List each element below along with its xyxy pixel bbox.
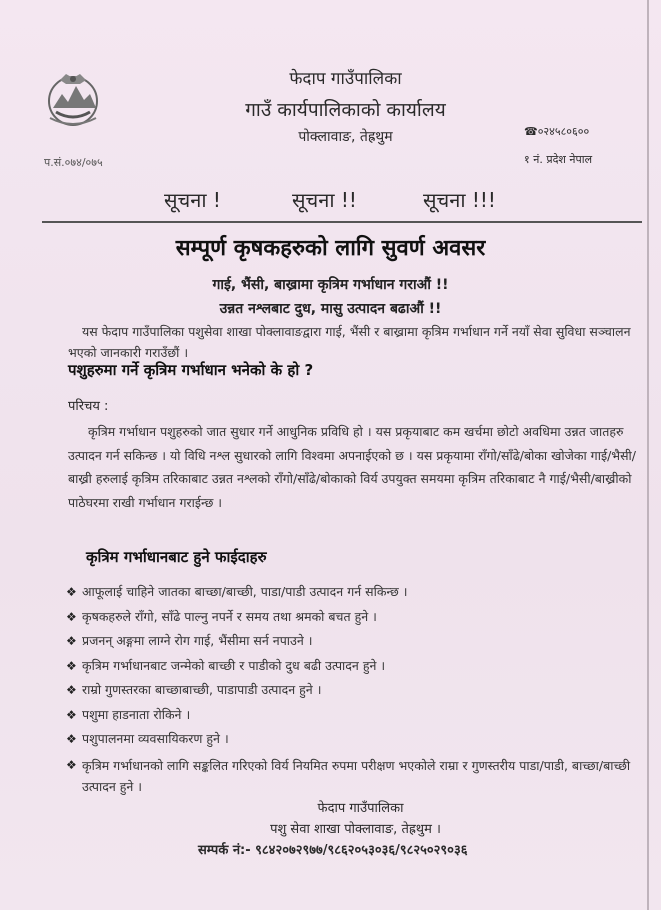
headline: सम्पूर्ण कृषकहरुको लागि सुवर्ण अवसर bbox=[175, 236, 486, 261]
contact-numbers: सम्पर्क नं:- ९८४२०७२९७७/९८६२०५३०३६/९८२५०२९०३६ bbox=[198, 843, 468, 858]
list-item: ❖ पशुमा हाडनाता रोकिने । bbox=[66, 706, 191, 722]
signature-municipality: फेदाप गाउँपालिका bbox=[317, 801, 404, 816]
diamond-bullet-icon: ❖ bbox=[66, 634, 77, 648]
office-name: गाउँ कार्यपालिकाको कार्यालय bbox=[245, 99, 446, 121]
introduction-label: परिचय : bbox=[68, 399, 109, 414]
office-address: पोक्लावाङ, तेह्रथुम bbox=[298, 129, 393, 145]
list-item: ❖ पशुपालनमा व्यवसायिकरण हुने । bbox=[66, 731, 229, 746]
list-item: ❖ आफूलाई चाहिने जातका बाच्छा/बाच्छी, पाडा/पाडी उत्पादन गर्न सकिन्छ । bbox=[66, 584, 408, 599]
list-item: ❖ कृत्रिम गर्भाधानबाट जन्मेको बाच्छी र पाडीको दुध बढी उत्पादन हुने । bbox=[66, 657, 386, 673]
diamond-bullet-icon: ❖ bbox=[66, 609, 77, 624]
divider bbox=[42, 221, 642, 223]
reference-number: प.सं.०७४/०७५ bbox=[44, 156, 103, 169]
benefits-heading: कृत्रिम गर्भाधानबाट हुने फाईदाहरु bbox=[86, 548, 267, 566]
diamond-bullet-icon: ❖ bbox=[66, 585, 77, 599]
notice-label-3: सूचना !!! bbox=[423, 188, 496, 212]
benefits-list bbox=[66, 583, 652, 803]
signature-branch: पशु सेवा शाखा पोक्लावाङ, तेह्रथुम । bbox=[270, 822, 441, 837]
question-heading: पशुहरुमा गर्ने कृत्रिम गर्भाधान भनेको के हो ? bbox=[68, 361, 314, 379]
province-label: १ नं. प्रदेश नेपाल bbox=[524, 153, 593, 166]
notice-row bbox=[0, 186, 661, 216]
notice-label-2: सूचना !! bbox=[292, 188, 357, 212]
diamond-bullet-icon: ❖ bbox=[66, 658, 77, 673]
subheadline-2: उन्नत नश्लबाट दुध, मासु उत्पादन बढाऔं !! bbox=[219, 301, 442, 317]
list-item: ❖ प्रजनन् अङ्गमा लाग्ने रोग गाई, भैंसीमा सर्न नपाउने । bbox=[66, 633, 313, 648]
list-item: ❖ कृत्रिम गर्भाधानको लागि सङ्कलित गरिएको विर्य नियमित रुपमा परीक्षण भएकोले राम्रा र गुणस्तरीय पाडा/पाडी, बाच्छा/बाच्छी उत्पादन हुने । bbox=[66, 755, 652, 797]
list-item: ❖ कृषकहरुले राँगो, साँढे पाल्नु नपर्ने र समय तथा श्रमको बचत हुने । bbox=[66, 608, 377, 624]
body-paragraph: कृत्रिम गर्भाधान पशुहरुको जात सुधार गर्ने आधुनिक प्रविधि हो । यस प्रकृयाबाट कम खर्चमा छोटो अवधिमा उन्नत जातहरु उत्पादन गर्न सकिन्छ । यो विधि नश्ल सुधारको लागि विश्वमा अपनाईएको छ । यस प्रकृयामा राँगो/साँढे/बोका खोजेका गाई/भैसी/बाख्री हरुलाई कृत्रिम तरिकाबाट उन्नत नश्लको राँगो/साँढे/बोकाको विर्य उपयुक्त समयमा कृत्रिम तरिकाबाट नै गाई/भैसी/बाख्रीको पाठेघरमा राखी गर्भाधान गराईन्छ । bbox=[68, 424, 636, 510]
diamond-bullet-icon: ❖ bbox=[66, 707, 77, 722]
phone-number: ☎०२४५८०६०० bbox=[524, 125, 590, 138]
list-item: ❖ राम्रो गुणस्तरका बाच्छाबाच्छी, पाडापाडी उत्पादन हुने । bbox=[66, 682, 322, 697]
diamond-bullet-icon: ❖ bbox=[66, 757, 77, 772]
diamond-bullet-icon: ❖ bbox=[66, 683, 77, 697]
municipality-name: फेदाप गाउँपालिका bbox=[289, 69, 402, 89]
intro-paragraph: यस फेदाप गाउँपालिका पशुसेवा शाखा पोक्लावाङद्वारा गाई, भैंसी र बाख्रामा कृत्रिम गर्भाधान गर्ने नयाँ सेवा सुविधा सञ्चालन भएको जानकारी गराउँछौं । bbox=[68, 324, 631, 360]
subheadline-1: गाई, भैंसी, बाख्रामा कृत्रिम गर्भाधान गराऔं !! bbox=[212, 277, 449, 293]
diamond-bullet-icon: ❖ bbox=[66, 732, 77, 746]
notice-label-1: सूचना ! bbox=[164, 188, 221, 212]
